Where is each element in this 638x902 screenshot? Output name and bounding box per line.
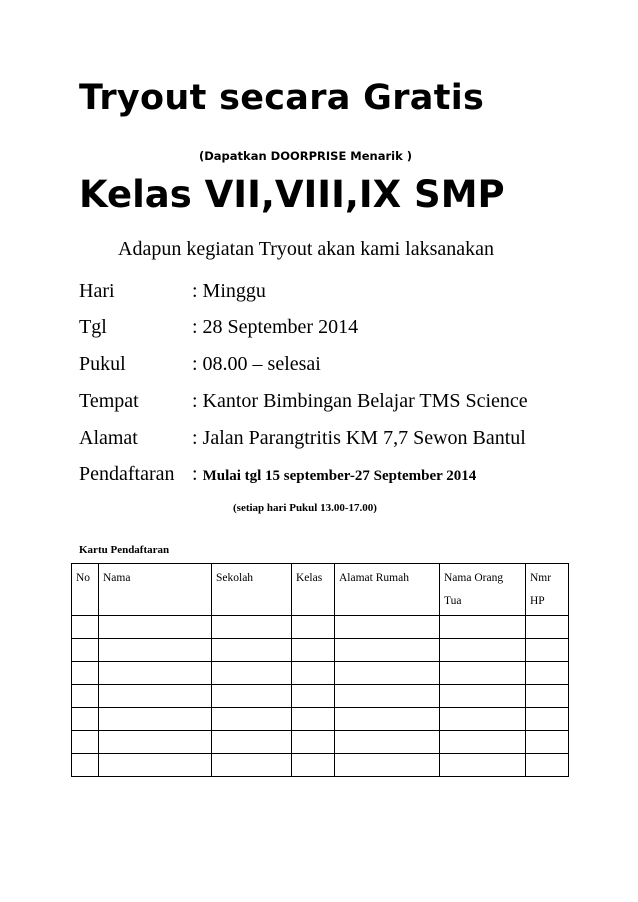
table-cell [212,639,292,662]
detail-label: Pukul [79,353,126,375]
table-cell [440,616,526,639]
detail-value: : Jalan Parangtritis KM 7,7 Sewon Bantul [192,427,526,449]
table-row [72,662,569,685]
table-cell [72,662,99,685]
table-cell [292,662,335,685]
column-header-nama: Nama [99,564,212,616]
table-cell [526,616,569,639]
table-cell [335,685,440,708]
column-header-nama-orang-tua: Nama Orang Tua [440,564,526,616]
registration-table [71,563,569,777]
table-cell [526,754,569,777]
table-body [72,616,569,777]
table-cell [72,708,99,731]
detail-label: Pendaftaran [79,463,175,485]
column-header-alamat-rumah: Alamat Rumah [335,564,440,616]
table-cell [99,616,212,639]
table-row [72,685,569,708]
detail-value: : 08.00 – selesai [192,353,321,375]
column-header-no: No [72,564,99,616]
table-cell [212,754,292,777]
table-cell [292,731,335,754]
table-row [72,754,569,777]
detail-value: : 28 September 2014 [192,316,359,338]
table-cell [526,731,569,754]
table-cell [212,616,292,639]
table-cell [335,616,440,639]
table-cell [99,662,212,685]
table-cell [212,731,292,754]
page-title: Tryout secara Gratis [79,78,485,118]
table-cell [72,754,99,777]
table-cell [526,662,569,685]
table-cell [526,685,569,708]
detail-label: Tempat [79,390,139,412]
table-cell [335,639,440,662]
table-cell [99,731,212,754]
detail-value: : Kantor Bimbingan Belajar TMS Science [192,390,528,412]
table-cell [440,754,526,777]
table-cell [440,639,526,662]
table-cell [292,616,335,639]
table-cell [335,731,440,754]
detail-value: : Minggu [192,280,266,302]
table-cell [99,685,212,708]
table-header-row [72,564,569,616]
table-cell [212,685,292,708]
table-cell [335,662,440,685]
column-header-kelas: Kelas [292,564,335,616]
table-row [72,731,569,754]
table-cell [440,731,526,754]
table-cell [335,754,440,777]
registration-hours-note: (setiap hari Pukul 13.00-17.00) [233,502,377,514]
intro-text: Adapun kegiatan Tryout akan kami laksanakan [118,238,495,260]
table-cell [212,662,292,685]
table-cell [292,708,335,731]
table-cell [440,662,526,685]
class-heading: Kelas VII,VIII,IX SMP [79,173,505,216]
doorprise-subtitle: (Dapatkan DOORPRISE Menarik ) [199,149,413,163]
table-cell [99,754,212,777]
table-cell [212,708,292,731]
column-header-sekolah: Sekolah [212,564,292,616]
table-cell [72,731,99,754]
table-cell [72,639,99,662]
registration-card-title: Kartu Pendaftaran [79,544,170,556]
table-cell [440,708,526,731]
table-row [72,639,569,662]
table-cell [72,685,99,708]
detail-label: Hari [79,280,115,302]
table-cell [292,685,335,708]
table-cell [99,639,212,662]
column-header-nmr-hp: Nmr HP [526,564,569,616]
table-row [72,616,569,639]
table-cell [526,639,569,662]
table-cell [335,708,440,731]
table-cell [292,754,335,777]
table-cell [526,708,569,731]
registration-period: Mulai tgl 15 september-27 September 2014 [202,468,477,484]
table-cell [72,616,99,639]
table-cell [99,708,212,731]
table-cell [292,639,335,662]
detail-value [192,463,476,486]
detail-colon: : [192,463,198,485]
table-cell [440,685,526,708]
detail-label: Alamat [79,427,138,449]
detail-label: Tgl [79,316,107,338]
table-row [72,708,569,731]
